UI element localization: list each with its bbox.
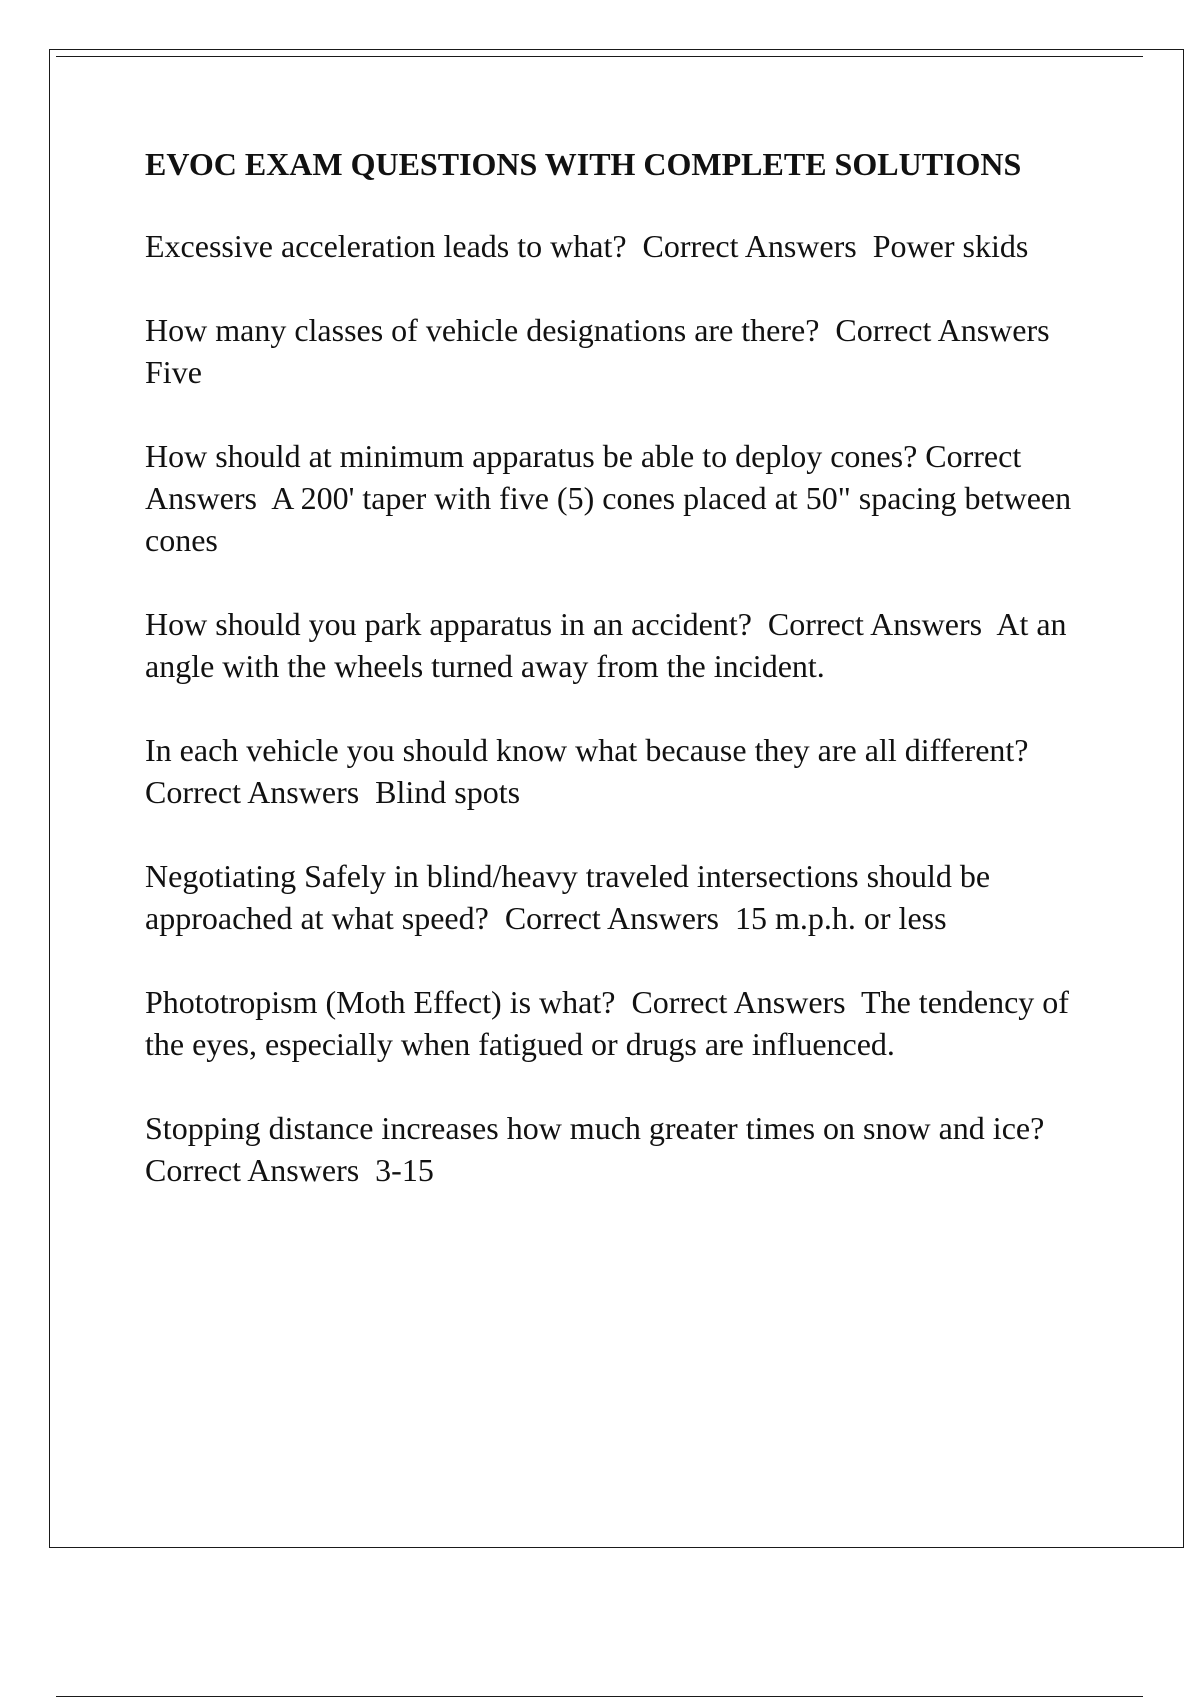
qa-item	[145, 1107, 1085, 1191]
answer-text: The tendency of the eyes, especially when fatigued or drugs are influenced.	[145, 984, 1077, 1062]
document-title: EVOC EXAM QUESTIONS WITH COMPLETE SOLUTIONS	[145, 146, 1022, 182]
answer-label: Correct Answers	[145, 438, 1028, 516]
question-text: Negotiating Safely in blind/heavy traveled intersections should be approached at what speed?	[145, 858, 999, 936]
question-text: In each vehicle you should know what because they are all different?	[145, 732, 1029, 768]
qa-item	[145, 729, 1085, 813]
answer-label: Correct Answers	[504, 900, 719, 936]
question-text: How many classes of vehicle designations are there?	[145, 312, 820, 348]
qa-item	[145, 855, 1085, 939]
answer-text: Five	[145, 354, 202, 390]
answer-label: Correct Answers	[835, 312, 1050, 348]
qa-item	[145, 225, 1085, 267]
answer-text: 3-15	[375, 1152, 434, 1188]
answer-label: Correct Answers	[145, 774, 360, 810]
answer-text: Power skids	[872, 228, 1029, 264]
question-text: Phototropism (Moth Effect) is what?	[145, 984, 616, 1020]
answer-text: A 200' taper with five (5) cones placed at 50" spacing between cones	[145, 480, 1080, 558]
question-text: How should at minimum apparatus be able to deploy cones?	[145, 438, 918, 474]
answer-label: Correct Answers	[631, 984, 846, 1020]
answer-label: Correct Answers	[642, 228, 857, 264]
answer-text: Blind spots	[375, 774, 521, 810]
bottom-rule	[56, 1696, 1143, 1697]
answer-label: Correct Answers	[145, 1152, 360, 1188]
question-text: Excessive acceleration leads to what?	[145, 228, 627, 264]
answer-text: 15 m.p.h. or less	[735, 900, 947, 936]
top-rule	[56, 56, 1143, 57]
qa-item	[145, 309, 1085, 393]
answer-text: At an angle with the wheels turned away from the incident.	[145, 606, 1075, 684]
qa-item	[145, 603, 1085, 687]
question-text: How should you park apparatus in an accident?	[145, 606, 752, 642]
document-body	[145, 143, 1085, 1233]
question-text: Stopping distance increases how much greater times on snow and ice?	[145, 1110, 1045, 1146]
qa-item	[145, 435, 1085, 561]
answer-label: Correct Answers	[767, 606, 983, 642]
qa-item	[145, 981, 1085, 1065]
